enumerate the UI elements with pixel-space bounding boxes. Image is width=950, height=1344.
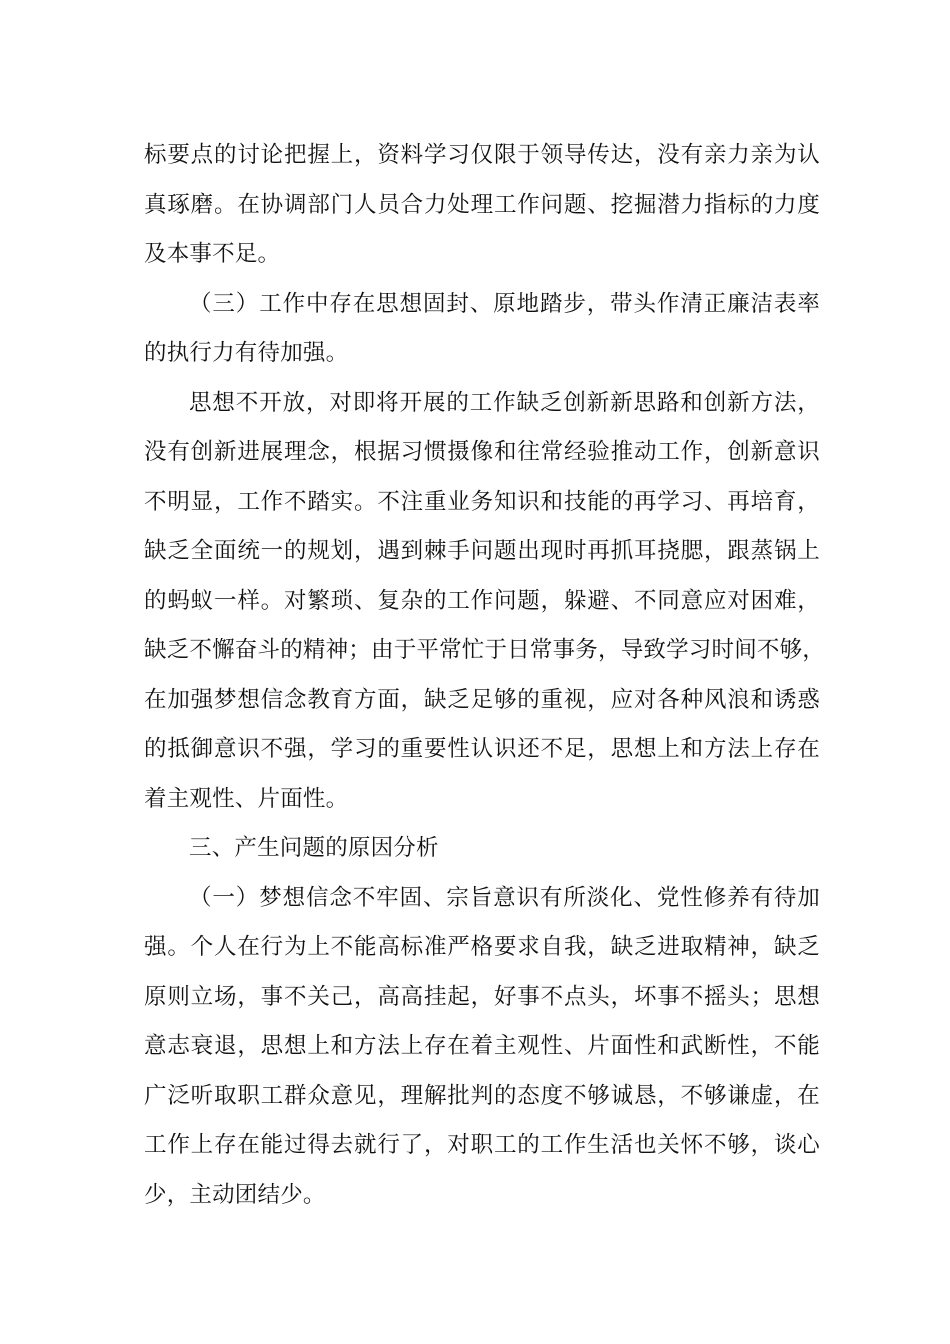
text-line: 原则立场，事不关己，高高挂起，好事不点头，坏事不摇头；思想 (144, 983, 820, 1010)
section-heading (144, 824, 820, 874)
text-line: 少，主动团结少。 (144, 1181, 326, 1208)
text-line: （一）梦想信念不牢固、宗旨意识有所淡化、党性修养有待加 (189, 884, 820, 911)
text-line: 不明显，工作不踏实。不注重业务知识和技能的再学习、再培育， (144, 488, 820, 515)
text-line: 的蚂蚁一样。对繁琐、复杂的工作问题，躲避、不同意应对困难， (144, 587, 820, 614)
text-line: 的抵御意识不强，学习的重要性认识还不足，思想上和方法上存在 (144, 736, 820, 762)
text-line: 标要点的讨论把握上，资料学习仅限于领导传达，没有亲力亲为认 (144, 142, 820, 168)
paragraph-2 (144, 280, 820, 379)
text-line: 及本事不足。 (144, 241, 281, 267)
body-text (144, 131, 826, 1220)
text-line: 工作上存在能过得去就行了，对职工的工作生活也关怀不够，谈心 (144, 1132, 820, 1158)
text-line: 没有创新进展理念，根据习惯摄像和往常经验推动工作，创新意识 (144, 439, 820, 465)
text-line: 意志衰退，思想上和方法上存在着主观性、片面性和武断性，不能 (144, 1033, 820, 1059)
paragraph-3 (144, 379, 826, 825)
text-line: 着主观性、片面性。 (144, 785, 349, 812)
text-line: 思想不开放，对即将开展的工作缺乏创新新思路和创新方法， (189, 389, 820, 416)
text-line: 强。个人在行为上不能高标准严格要求自我，缺乏进取精神，缺乏 (144, 934, 820, 960)
text-line: 缺乏不懈奋斗的精神；由于平常忙于日常事务，导致学习时间不够， (144, 637, 826, 663)
text-line: 的执行力有待加强。 (144, 340, 349, 366)
text-line: （三）工作中存在思想固封、原地踏步，带头作清正廉洁表率 (189, 290, 820, 317)
paragraph-5 (144, 874, 820, 1221)
text-line: 在加强梦想信念教育方面，缺乏足够的重视，应对各种风浪和诱惑 (144, 686, 820, 713)
section-heading-text: 三、产生问题的原因分析 (189, 835, 439, 861)
text-line: 缺乏全面统一的规划，遇到棘手问题出现时再抓耳挠腮，跟蒸锅上 (144, 538, 820, 564)
paragraph-1 (144, 131, 820, 280)
text-line: 广泛听取职工群众意见，理解批判的态度不够诚恳，不够谦虚，在 (144, 1082, 820, 1109)
text-line: 真琢磨。在协调部门人员合力处理工作问题、挖掘潜力指标的力度 (144, 191, 820, 218)
